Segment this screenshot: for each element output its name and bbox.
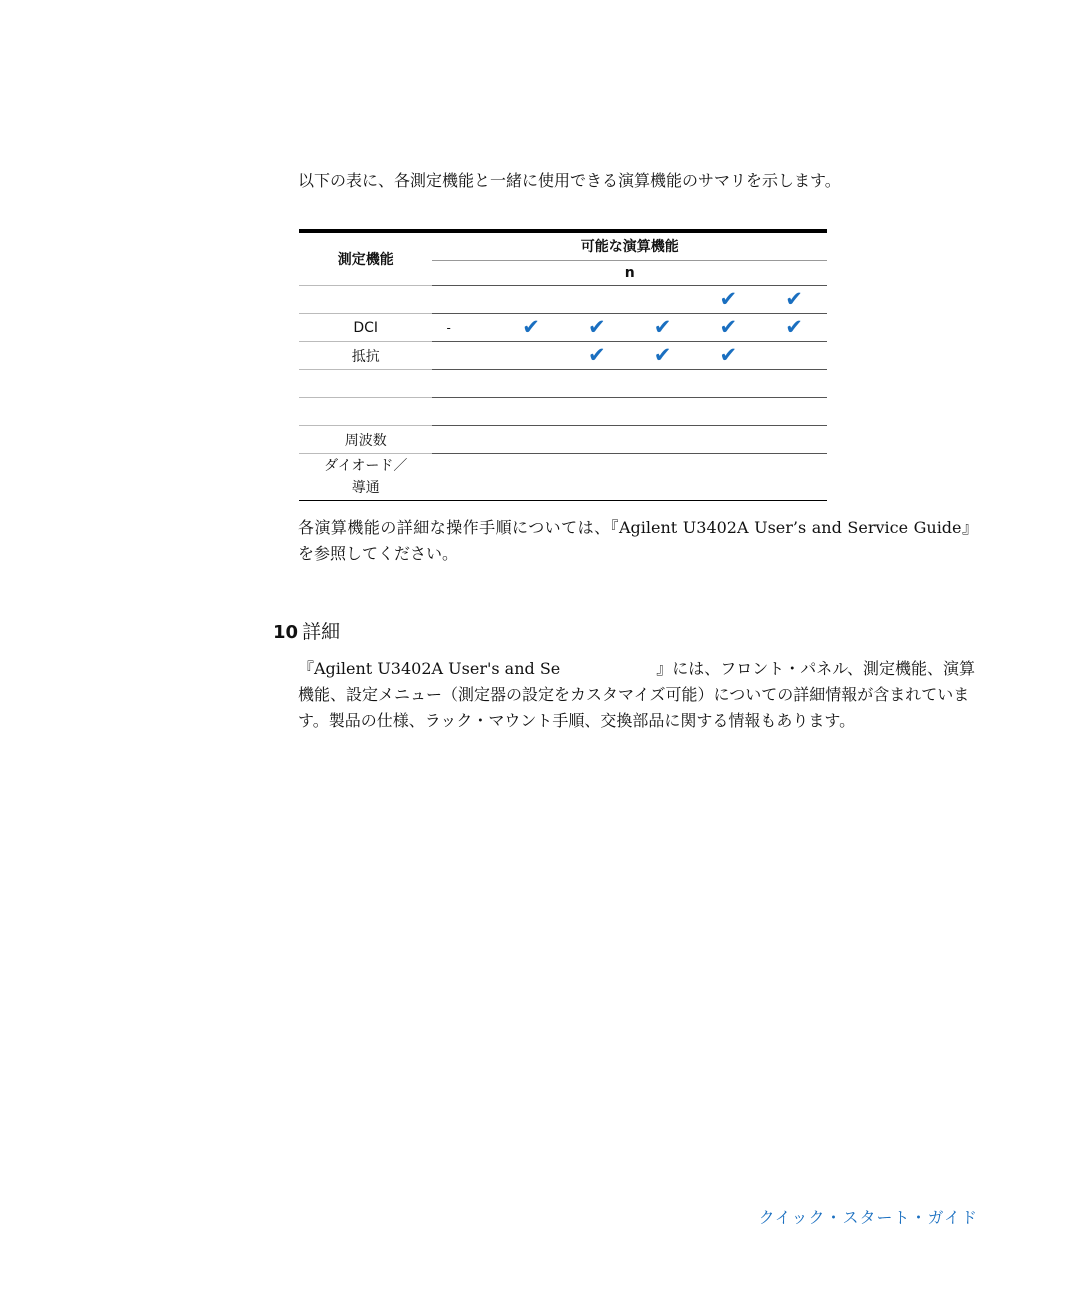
table-cell: [498, 398, 564, 426]
table-cell: [498, 286, 564, 314]
header-math-functions: 可能な演算機能: [432, 231, 827, 260]
check-icon: ✔: [761, 314, 827, 342]
table-cell: [630, 454, 696, 501]
detail-text-rest: 』には、フロント・パネル、測定機能、演算機能、設定メニュー（測定器の設定をカスタマイズ可能）についての詳細情報が含まれています。製品の仕様、ラック・マウント手順、交換部品に関する情報もあります。: [298, 659, 976, 730]
after-table-paragraph: 各演算機能の詳細な操作手順については、『Agilent U3402A User’s and Service Guide』を参照してください。: [298, 518, 978, 563]
table-cell: [761, 454, 827, 501]
check-icon: ✔: [695, 286, 761, 314]
table-cell: [432, 398, 498, 426]
table-row: [299, 454, 827, 501]
table-row: [299, 370, 827, 398]
table-cell: [630, 426, 696, 454]
row-label: 周波数: [299, 426, 432, 454]
footer-guide-title: クイック・スタート・ガイド: [758, 1208, 978, 1227]
table-cell: [761, 342, 827, 370]
row-label: [299, 370, 432, 398]
table-cell: [695, 426, 761, 454]
table-cell: [432, 426, 498, 454]
table-cell: [498, 426, 564, 454]
table-cell: [564, 286, 630, 314]
table-cell: [695, 370, 761, 398]
table-cell: -: [432, 314, 498, 342]
table-cell: [432, 454, 498, 501]
table-cell: [432, 370, 498, 398]
table-cell: [564, 454, 630, 501]
check-icon: ✔: [498, 314, 564, 342]
table-cell: [498, 454, 564, 501]
row-label: DCI: [299, 314, 432, 342]
header-measurement-function: 測定機能: [299, 231, 432, 286]
table-row: [299, 426, 827, 454]
table-row: [299, 314, 827, 342]
table-cell: [761, 398, 827, 426]
table-cell: [564, 426, 630, 454]
check-icon: ✔: [564, 342, 630, 370]
header-sub: n: [624, 264, 635, 281]
table-cell: [498, 370, 564, 398]
check-icon: ✔: [630, 342, 696, 370]
row-label: 抵抗: [299, 342, 432, 370]
check-icon: ✔: [564, 314, 630, 342]
table-cell: [695, 398, 761, 426]
intro-paragraph: 以下の表に、各測定機能と一緒に使用できる演算機能のサマリを示します。: [298, 171, 841, 190]
math-function-table: [299, 229, 827, 501]
detail-paragraph: [298, 656, 978, 734]
table-cell: [630, 370, 696, 398]
section-title: 詳細: [302, 621, 341, 643]
check-icon: ✔: [630, 314, 696, 342]
table-cell: [432, 286, 498, 314]
row-label: [299, 286, 432, 314]
table-cell: [564, 398, 630, 426]
table-cell: [630, 398, 696, 426]
table-cell: [630, 286, 696, 314]
table-row: [299, 342, 827, 370]
table-cell: [564, 370, 630, 398]
row-label: ダイオード／ 導通: [299, 454, 432, 501]
check-icon: ✔: [695, 314, 761, 342]
table-row: [299, 398, 827, 426]
table-row: [299, 286, 827, 314]
check-icon: ✔: [695, 342, 761, 370]
table-cell: [761, 370, 827, 398]
table-cell: [432, 342, 498, 370]
section-heading: [273, 617, 340, 644]
row-label: [299, 398, 432, 426]
detail-text-start: 『Agilent U3402A User's and Se: [298, 659, 561, 678]
table-cell: [761, 426, 827, 454]
table-cell: [498, 342, 564, 370]
check-icon: ✔: [761, 286, 827, 314]
table-cell: [695, 454, 761, 501]
section-number: 10: [273, 622, 299, 643]
